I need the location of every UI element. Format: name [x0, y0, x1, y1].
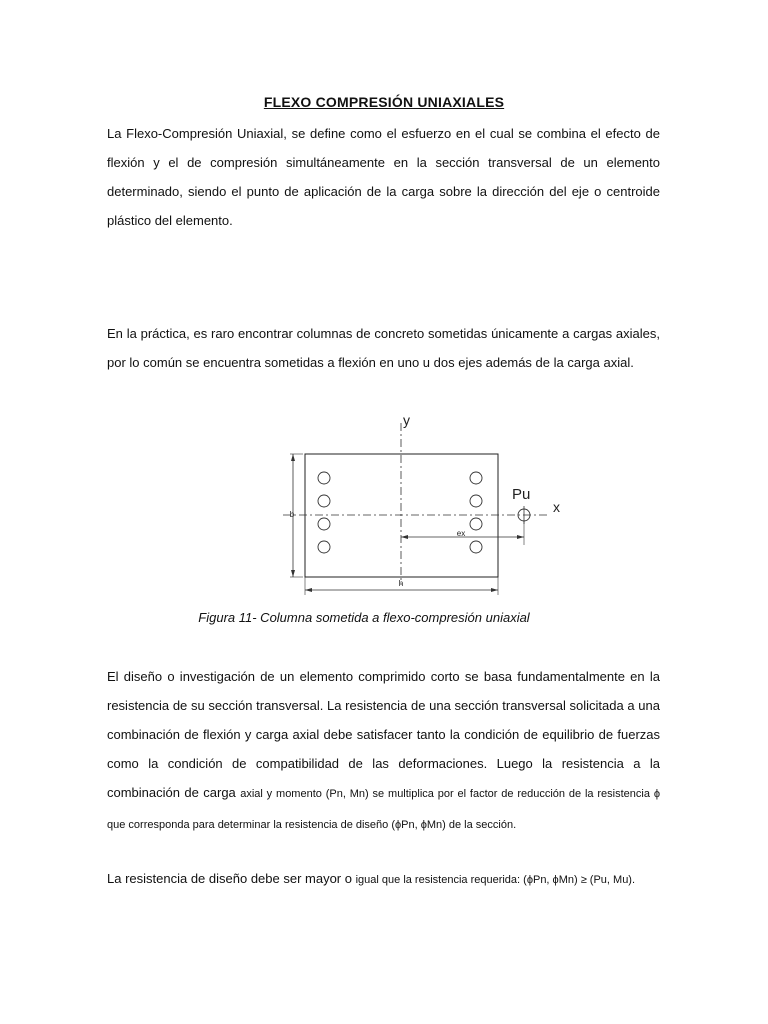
paragraph-requirement-part-b: igual que la resistencia requerida: (ϕPn, ϕMn) ≥ (Pu, Mu).: [355, 874, 636, 886]
b-arrow-top: [291, 454, 295, 461]
rebar: [470, 518, 482, 530]
b-label: b: [289, 510, 295, 519]
rebar: [470, 541, 482, 553]
paragraph-design: [107, 662, 660, 840]
ex-arrow-left: [401, 535, 408, 539]
paragraph-design-part-a: El diseño o investigación de un elemento comprimido corto se basa fundamentalmente en la resistencia de su sección transversal. La resistencia de una sección transversal solicitada a una combinación de flexión y carga axial debe satisfacer tanto la condición de equilibrio de fuerzas como la condición de compatibilidad de las deformaciones. Luego la resistencia a la combinación de carga: [107, 669, 660, 800]
column-section-rect: [305, 454, 498, 577]
paragraph-requirement: [107, 864, 660, 895]
h-arrow-right: [491, 588, 498, 592]
b-arrow-bottom: [291, 570, 295, 577]
ex-arrow-right: [517, 535, 524, 539]
rebar: [318, 495, 330, 507]
paragraph-requirement-part-a: La resistencia de diseño debe ser mayor o: [107, 871, 352, 886]
paragraph-practice: En la práctica, es raro encontrar columnas de concreto sometidas únicamente a cargas axiales, por lo común se encuentra sometidas a flexión en uno u dos ejes además de la carga axial.: [107, 326, 660, 370]
page-title: FLEXO COMPRESIÓN UNIAXIALES: [263, 94, 505, 110]
x-axis-label: x: [553, 499, 560, 515]
rebar: [318, 518, 330, 530]
paragraph-design-part-b: axial y momento (Pn, Mn) se multiplica por el factor de reducción de la resistencia ϕ que corresponda para determinar la resistencia de diseño (ϕPn, ϕMn) de la sección.: [107, 788, 660, 831]
column-section-figure: [283, 405, 563, 605]
figure-caption: Figura 11- Columna sometida a flexo-compresión uniaxial: [198, 610, 530, 625]
h-label: h: [398, 579, 404, 588]
rebar: [470, 472, 482, 484]
h-arrow-left: [305, 588, 312, 592]
rebar: [318, 541, 330, 553]
ex-label: ex: [456, 529, 466, 538]
rebar: [470, 495, 482, 507]
y-axis-label: y: [403, 412, 410, 428]
pu-label: Pu: [512, 486, 531, 503]
rebar: [318, 472, 330, 484]
paragraph-definition: La Flexo-Compresión Uniaxial, se define como el esfuerzo en el cual se combina el efecto de flexión y el de compresión simultáneamente en la sección transversal de un elemento determinado, siendo el punto de aplicación de la carga sobre la dirección del eje o centroide plástico del elemento.: [107, 126, 660, 228]
